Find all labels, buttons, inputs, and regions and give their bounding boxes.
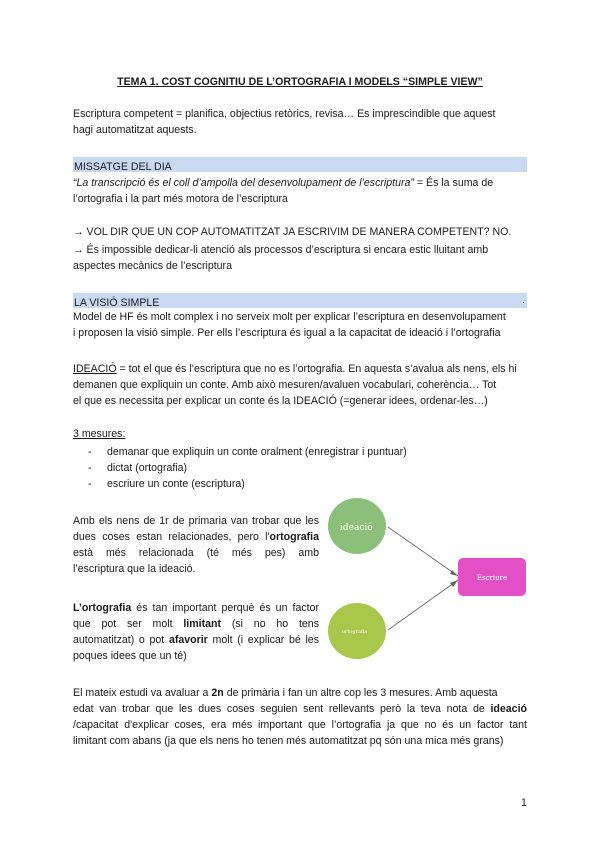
page-number: 1 — [521, 797, 527, 809]
list-item: - dictat (ortografia) — [88, 460, 407, 476]
quote-line — [73, 175, 527, 191]
mesures-list — [88, 444, 407, 492]
list-item: - escriure un conte (escriptura) — [88, 476, 407, 492]
node-escriure-label: Escriure — [476, 574, 508, 582]
primaria2-line-4: limitant com abans (ja que els nens ho tenen més automatitzat pq són una mica més grans) — [73, 735, 504, 747]
section-heading-missatge — [73, 157, 527, 172]
ideacio-term: IDEACIÓ — [73, 363, 117, 375]
mesures-heading: 3 mesures: — [73, 428, 126, 440]
arrow-ortografia-escriure — [388, 580, 458, 630]
section-heading-missatge-text: MISSATGE DEL DIA — [74, 161, 172, 173]
primaria1-line-3: està més relacionada (té més pes) amb — [73, 547, 319, 559]
ortografia-bold-2: limitant — [183, 618, 222, 630]
ideacio-def: = tot el que és l’escriptura que no es l’ortografia. En aquesta s’avalua als nens, els hi — [116, 363, 517, 375]
ideacio-line-2: demanen que expliquin un conte. Amb això mesuren/avaluen vocabulari, coherència… Tot — [73, 379, 497, 391]
ortografia-line-3-text: automatitzat) o pot — [73, 634, 169, 646]
primaria1-line-2 — [73, 529, 319, 545]
primaria1-line-2-text: dues coses estan relacionades, pero l' — [73, 531, 270, 543]
list-item: - demanar que expliquin un conte oralment (enregistrar i puntuar) — [88, 444, 407, 460]
answer-line-2: aspectes mecànics de l’escriptura — [73, 260, 232, 272]
primaria2-line-1 — [73, 685, 527, 701]
arrow-ideacio-escriure — [388, 527, 458, 576]
quote-text: “La transcripció és el coll d’ampolla del desenvolupament de l’escriptura” — [73, 177, 414, 189]
simple-view-diagram — [320, 490, 530, 670]
primaria2-bold-1: 2n — [211, 687, 224, 699]
ortografia-line-2 — [73, 616, 319, 632]
ortografia-bold-1: L’ortografia — [73, 602, 132, 614]
section-heading-visio — [73, 293, 527, 308]
primaria2-line-3: /capacitat d'explicar coses, era més important que l’ortografia ja que no és un factor tant — [73, 719, 527, 731]
answer-line-1: → És impossible dedicar-li atenció als processos d’escriptura si encara estic lluitant amb — [73, 244, 489, 256]
primaria2-line-2 — [73, 701, 527, 717]
primaria2-line-1-b: de primària i fan un altre cop les 3 mesures. Amb aquesta — [223, 687, 498, 699]
primaria2-line-1-a: El mateix estudi va avaluar a — [73, 687, 212, 699]
ortografia-line-1-text: és tan important perquè és un factor — [131, 602, 319, 614]
primaria1-line-1: Amb els nens de 1r de primaria van trobar que les — [73, 515, 319, 527]
ideacio-line-1 — [73, 361, 527, 377]
arrowhead-bottom-icon — [450, 580, 458, 587]
ortografia-line-1 — [73, 600, 319, 616]
primaria1-line-4: l’escriptura que la ideació. — [73, 563, 196, 575]
primaria2-bold-2: ideació — [490, 703, 527, 715]
page-title: TEMA 1. COST COGNITIU DE L’ORTOGRAFIA I MODELS “SIMPLE VIEW” — [117, 76, 483, 88]
ideacio-line-3: el que es necessita per explicar un conte és la IDEACIÓ (=generar idees, ordenar-les…) — [73, 395, 488, 407]
intro-line-1: Escriptura competent = planifica, objectius retòrics, revisa… Es imprescindible que aquest — [73, 108, 496, 120]
node-ortografia-label: ortografia — [342, 629, 368, 635]
ortografia-line-3 — [73, 632, 319, 648]
primaria1-bold: ortografia — [269, 531, 319, 543]
ortografia-paragraph — [73, 600, 319, 664]
question-1: → VOL DIR QUE UN COP AUTOMATITZAT JA ESCRIVIM DE MANERA COMPETENT? NO. — [73, 226, 512, 238]
intro-line-2: hagi automatitzat aquests. — [73, 124, 197, 136]
quote-line-2: l’ortografia i la part més motora de l’escriptura — [73, 193, 288, 205]
ortografia-line-2-text: que pot ser molt — [73, 618, 184, 630]
ortografia-bold-3: afavorir — [168, 634, 208, 646]
visio-line-2: i proposen la visió simple. Per ells l’escriptura és igual a la capacitat de ideació i l’ortografia — [73, 327, 501, 339]
quote-rest: = És la suma de — [413, 177, 494, 189]
section-heading-visio-text: LA VISIÓ SIMPLE — [74, 297, 160, 309]
ortografia-line-4: poques idees que un té) — [73, 650, 187, 662]
ortografia-line-3-end: molt (i explicar bé les — [207, 634, 319, 646]
section-heading-visio-dot: . — [522, 294, 525, 306]
primaria1-paragraph — [73, 513, 319, 577]
node-ideacio-label: ideació — [340, 523, 373, 533]
primaria2-line-2-a: edat van trobar que les dues coses seguien sent rellevants però la teva nota de — [73, 703, 491, 715]
visio-line-1: Model de HF és molt complex i no serveix molt per explicar l’escriptura en desenvolupament — [73, 311, 506, 323]
ortografia-line-2-end: (si no ho tens — [221, 618, 319, 630]
